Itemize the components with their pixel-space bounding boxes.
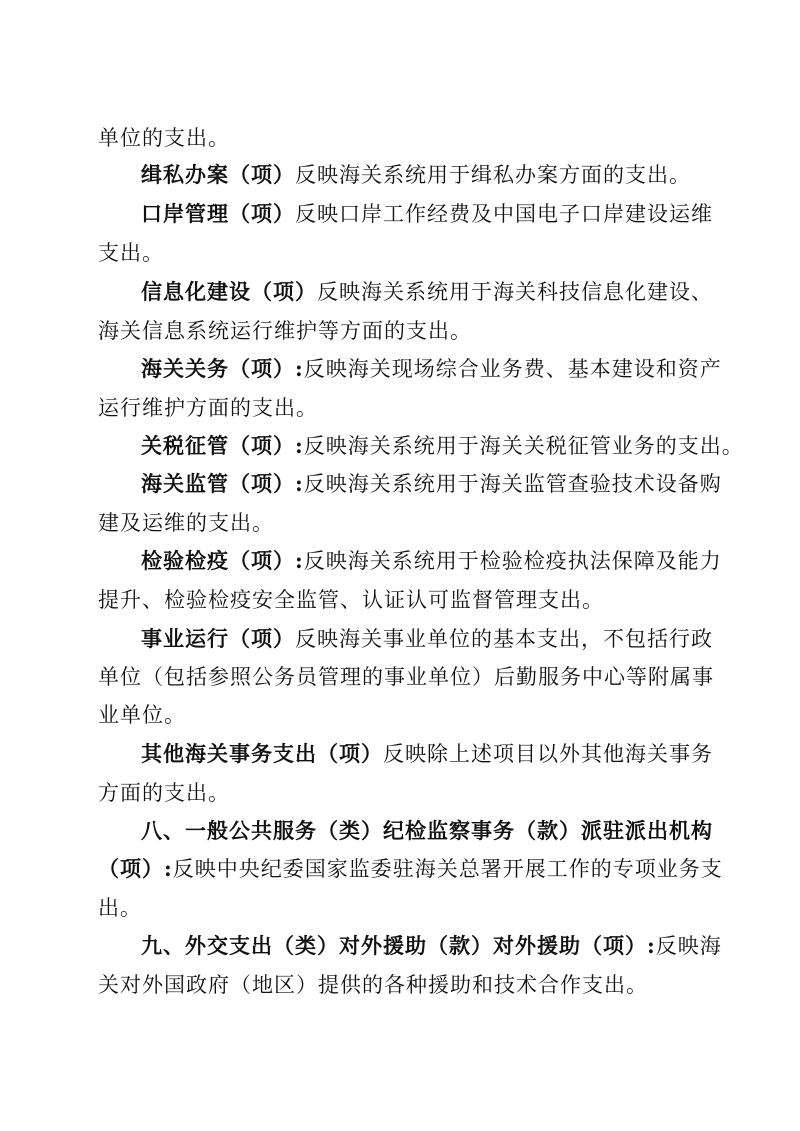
paragraph-line [98,854,723,884]
line-text: 反映海关系统用于海关监管查验技术设备购 [303,472,722,496]
line-text: 反映海关事业单位的基本支出，不包括行政 [295,627,713,651]
paragraph-line [98,393,702,423]
line-text: 出。 [98,896,142,920]
paragraph-line [141,277,713,307]
line-text: 业单位。 [98,703,186,727]
paragraph-line [98,893,702,923]
line-text: 反映海关系统用于海关关税征管业务的支出。 [303,434,744,458]
item-heading: 海关关务（项）: [141,356,304,381]
paragraph-line [98,316,702,346]
paragraph-line [141,931,722,961]
section-heading: 八、一般公共服务（类）纪检监察事务（款）派驻派出机构 [141,818,713,843]
paragraph-line [141,199,713,229]
item-heading: 海关监管（项）: [141,471,304,496]
paragraph-line [98,662,714,692]
item-heading: 口岸管理（项） [141,201,295,226]
paragraph-line [98,700,702,730]
line-text: 支出。 [98,241,164,265]
section-heading: （项）: [98,856,173,881]
paragraph-line [141,469,722,499]
line-text: 单位的支出。 [98,126,230,150]
paragraph-line [141,431,744,461]
paragraph-line [98,508,702,538]
line-text: 方面的支出。 [98,781,230,805]
line-text: 反映海关系统用于海关科技信息化建设、 [317,280,713,304]
line-text: 反映海关系统用于检验检疫执法保障及能力 [303,549,722,573]
paragraph-line [141,624,713,654]
paragraph-line [98,970,702,1000]
line-text: 反映海关系统用于缉私办案方面的支出。 [295,163,691,187]
paragraph-line [98,585,702,615]
item-heading: 缉私办案（项） [141,162,295,187]
paragraph-line [141,816,713,846]
item-heading: 事业运行（项） [141,626,295,651]
item-heading: 关税征管（项）: [141,433,304,458]
paragraph-line [141,354,722,384]
line-text: 关对外国政府（地区）提供的各种援助和技术合作支出。 [98,973,648,997]
paragraph-line [98,778,702,808]
line-text: 反映口岸工作经费及中国电子口岸建设运维 [295,202,713,226]
line-text: 建及运维的支出。 [98,511,274,535]
line-text: 反映除上述项目以外其他海关事务 [383,742,713,766]
line-text: 海关信息系统运行维护等方面的支出。 [98,319,472,343]
line-text: 反映中央纪委国家监委驻海关总署开展工作的专项业务支 [172,857,723,881]
line-text: 提升、检验检疫安全监管、认证认可监督管理支出。 [98,588,604,612]
paragraph-line [141,739,713,769]
item-heading: 其他海关事务支出（项） [141,741,383,766]
section-heading: 九、外交支出（类）对外援助（款）对外援助（项）: [141,933,656,958]
line-text: 反映海关现场综合业务费、基本建设和资产 [303,357,722,381]
paragraph-line [98,123,702,153]
paragraph-line [98,238,702,268]
paragraph-line [141,160,702,190]
item-heading: 检验检疫（项）: [141,548,304,573]
item-heading: 信息化建设（项） [141,279,317,304]
line-text: 反映海 [655,934,722,958]
line-text: 运行维护方面的支出。 [98,396,318,420]
line-text: 单位（包括参照公务员管理的事业单位）后勤服务中心等附属事 [98,665,714,689]
paragraph-line [141,546,722,576]
